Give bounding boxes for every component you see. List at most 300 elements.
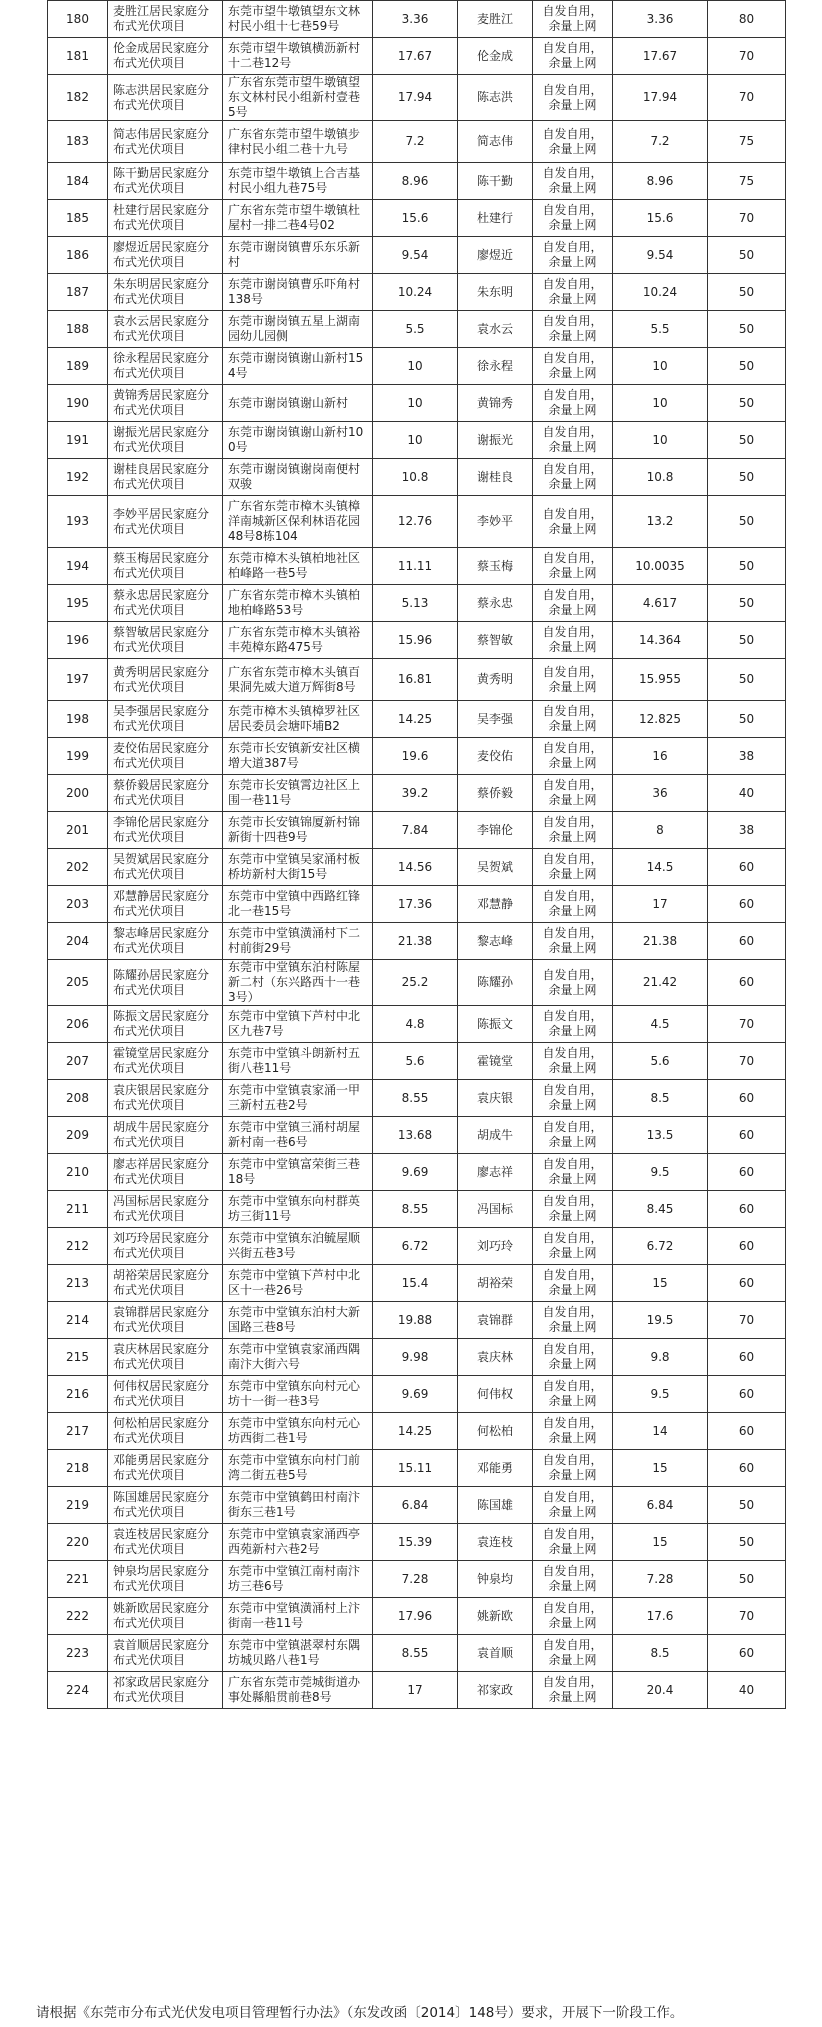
owner-name-cell: 冯国标 xyxy=(458,1191,533,1228)
row-number-cell: 214 xyxy=(48,1302,108,1339)
table-row xyxy=(48,1376,786,1413)
capacity-cell: 4.8 xyxy=(373,1006,458,1043)
table-row xyxy=(48,659,786,701)
row-number-cell: 184 xyxy=(48,163,108,200)
row-number-cell: 197 xyxy=(48,659,108,701)
capacity-cell: 10 xyxy=(373,385,458,422)
owner-name-cell: 邓慧静 xyxy=(458,886,533,923)
duration-cell: 60 xyxy=(708,1450,786,1487)
owner-name-cell: 李妙平 xyxy=(458,496,533,548)
duration-cell: 40 xyxy=(708,775,786,812)
grid-mode-cell: 自发自用，余量上网 xyxy=(533,701,613,738)
project-name-cell: 冯国标居民家庭分布式光伏项目 xyxy=(108,1191,223,1228)
row-number-cell: 180 xyxy=(48,1,108,38)
address-cell: 广东省东莞市樟木头镇裕丰苑樟东路475号 xyxy=(223,622,373,659)
owner-name-cell: 简志伟 xyxy=(458,121,533,163)
grid-mode-cell: 自发自用，余量上网 xyxy=(533,960,613,1006)
duration-cell: 50 xyxy=(708,585,786,622)
grid-mode-cell: 自发自用，余量上网 xyxy=(533,274,613,311)
grid-capacity-cell: 15.955 xyxy=(613,659,708,701)
grid-mode-cell: 自发自用，余量上网 xyxy=(533,496,613,548)
duration-cell: 60 xyxy=(708,1339,786,1376)
row-number-cell: 215 xyxy=(48,1339,108,1376)
capacity-cell: 9.69 xyxy=(373,1154,458,1191)
table-row xyxy=(48,496,786,548)
row-number-cell: 213 xyxy=(48,1265,108,1302)
duration-cell: 50 xyxy=(708,274,786,311)
grid-capacity-cell: 19.5 xyxy=(613,1302,708,1339)
address-cell: 东莞市中堂镇袁家涌西隅南汴大街六号 xyxy=(223,1339,373,1376)
duration-cell: 60 xyxy=(708,960,786,1006)
grid-capacity-cell: 15.6 xyxy=(613,200,708,237)
grid-capacity-cell: 36 xyxy=(613,775,708,812)
capacity-cell: 15.6 xyxy=(373,200,458,237)
grid-mode-cell: 自发自用，余量上网 xyxy=(533,1,613,38)
duration-cell: 50 xyxy=(708,1524,786,1561)
duration-cell: 50 xyxy=(708,701,786,738)
owner-name-cell: 麦佼佑 xyxy=(458,738,533,775)
owner-name-cell: 袁水云 xyxy=(458,311,533,348)
grid-mode-cell: 自发自用，余量上网 xyxy=(533,1524,613,1561)
grid-mode-cell: 自发自用，余量上网 xyxy=(533,385,613,422)
grid-mode-cell: 自发自用，余量上网 xyxy=(533,459,613,496)
capacity-cell: 16.81 xyxy=(373,659,458,701)
capacity-cell: 6.84 xyxy=(373,1487,458,1524)
project-name-cell: 麦胜江居民家庭分布式光伏项目 xyxy=(108,1,223,38)
duration-cell: 70 xyxy=(708,1302,786,1339)
capacity-cell: 10 xyxy=(373,348,458,385)
table-row xyxy=(48,385,786,422)
owner-name-cell: 麦胜江 xyxy=(458,1,533,38)
project-name-cell: 李锦伦居民家庭分布式光伏项目 xyxy=(108,812,223,849)
project-name-cell: 何松柏居民家庭分布式光伏项目 xyxy=(108,1413,223,1450)
address-cell: 广东省东莞市樟木头镇樟洋南城新区保利林语花园48号8栋104 xyxy=(223,496,373,548)
duration-cell: 60 xyxy=(708,886,786,923)
table-row xyxy=(48,163,786,200)
grid-mode-cell: 自发自用，余量上网 xyxy=(533,1450,613,1487)
duration-cell: 50 xyxy=(708,496,786,548)
capacity-cell: 7.84 xyxy=(373,812,458,849)
row-number-cell: 187 xyxy=(48,274,108,311)
row-number-cell: 220 xyxy=(48,1524,108,1561)
row-number-cell: 212 xyxy=(48,1228,108,1265)
duration-cell: 50 xyxy=(708,348,786,385)
owner-name-cell: 李锦伦 xyxy=(458,812,533,849)
duration-cell: 50 xyxy=(708,1561,786,1598)
grid-capacity-cell: 8.96 xyxy=(613,163,708,200)
capacity-cell: 17.36 xyxy=(373,886,458,923)
row-number-cell: 216 xyxy=(48,1376,108,1413)
table-row xyxy=(48,886,786,923)
row-number-cell: 188 xyxy=(48,311,108,348)
grid-capacity-cell: 4.617 xyxy=(613,585,708,622)
duration-cell: 60 xyxy=(708,1191,786,1228)
grid-mode-cell: 自发自用，余量上网 xyxy=(533,548,613,585)
project-name-cell: 姚新欧居民家庭分布式光伏项目 xyxy=(108,1598,223,1635)
duration-cell: 60 xyxy=(708,1376,786,1413)
grid-capacity-cell: 6.84 xyxy=(613,1487,708,1524)
project-name-cell: 谢振光居民家庭分布式光伏项目 xyxy=(108,422,223,459)
grid-mode-cell: 自发自用，余量上网 xyxy=(533,1043,613,1080)
table-row xyxy=(48,1487,786,1524)
duration-cell: 60 xyxy=(708,923,786,960)
grid-capacity-cell: 8 xyxy=(613,812,708,849)
capacity-cell: 9.98 xyxy=(373,1339,458,1376)
capacity-cell: 14.25 xyxy=(373,1413,458,1450)
grid-capacity-cell: 17.6 xyxy=(613,1598,708,1635)
grid-mode-cell: 自发自用，余量上网 xyxy=(533,886,613,923)
table-row xyxy=(48,459,786,496)
grid-capacity-cell: 10 xyxy=(613,385,708,422)
grid-mode-cell: 自发自用，余量上网 xyxy=(533,812,613,849)
owner-name-cell: 袁庆银 xyxy=(458,1080,533,1117)
table-row xyxy=(48,1339,786,1376)
row-number-cell: 181 xyxy=(48,38,108,75)
address-cell: 东莞市中堂镇潢涌村下二村前街29号 xyxy=(223,923,373,960)
address-cell: 东莞市谢岗镇曹乐东乐新村 xyxy=(223,237,373,274)
row-number-cell: 186 xyxy=(48,237,108,274)
project-name-cell: 刘巧玲居民家庭分布式光伏项目 xyxy=(108,1228,223,1265)
address-cell: 东莞市中堂镇东向村门前湾二街五巷5号 xyxy=(223,1450,373,1487)
duration-cell: 40 xyxy=(708,1672,786,1709)
grid-mode-cell: 自发自用，余量上网 xyxy=(533,738,613,775)
grid-mode-cell: 自发自用，余量上网 xyxy=(533,121,613,163)
owner-name-cell: 袁首顺 xyxy=(458,1635,533,1672)
address-cell: 广东省东莞市望牛墩镇步律村民小组二巷十九号 xyxy=(223,121,373,163)
owner-name-cell: 陈志洪 xyxy=(458,75,533,121)
table-row xyxy=(48,812,786,849)
project-name-cell: 胡裕荣居民家庭分布式光伏项目 xyxy=(108,1265,223,1302)
address-cell: 东莞市望牛墩镇横沥新村十二巷12号 xyxy=(223,38,373,75)
table-row xyxy=(48,75,786,121)
duration-cell: 50 xyxy=(708,422,786,459)
address-cell: 东莞市中堂镇湛翠村东隅坊城贝路八巷1号 xyxy=(223,1635,373,1672)
duration-cell: 60 xyxy=(708,1635,786,1672)
grid-capacity-cell: 14.5 xyxy=(613,849,708,886)
capacity-cell: 5.5 xyxy=(373,311,458,348)
grid-mode-cell: 自发自用，余量上网 xyxy=(533,1561,613,1598)
capacity-cell: 15.39 xyxy=(373,1524,458,1561)
grid-mode-cell: 自发自用，余量上网 xyxy=(533,1154,613,1191)
duration-cell: 50 xyxy=(708,622,786,659)
address-cell: 广东省东莞市樟木头镇百果洞先威大道万辉街8号 xyxy=(223,659,373,701)
project-name-cell: 陈志洪居民家庭分布式光伏项目 xyxy=(108,75,223,121)
project-name-cell: 麦佼佑居民家庭分布式光伏项目 xyxy=(108,738,223,775)
address-cell: 东莞市中堂镇江南村南汴坊三巷6号 xyxy=(223,1561,373,1598)
row-number-cell: 218 xyxy=(48,1450,108,1487)
grid-mode-cell: 自发自用，余量上网 xyxy=(533,1672,613,1709)
table-row xyxy=(48,849,786,886)
table-row xyxy=(48,348,786,385)
row-number-cell: 204 xyxy=(48,923,108,960)
owner-name-cell: 蔡玉梅 xyxy=(458,548,533,585)
row-number-cell: 223 xyxy=(48,1635,108,1672)
row-number-cell: 210 xyxy=(48,1154,108,1191)
duration-cell: 50 xyxy=(708,311,786,348)
duration-cell: 60 xyxy=(708,1080,786,1117)
duration-cell: 50 xyxy=(708,459,786,496)
owner-name-cell: 何伟权 xyxy=(458,1376,533,1413)
grid-mode-cell: 自发自用，余量上网 xyxy=(533,775,613,812)
row-number-cell: 190 xyxy=(48,385,108,422)
project-name-cell: 蔡玉梅居民家庭分布式光伏项目 xyxy=(108,548,223,585)
project-name-cell: 朱东明居民家庭分布式光伏项目 xyxy=(108,274,223,311)
owner-name-cell: 谢桂良 xyxy=(458,459,533,496)
project-name-cell: 胡成牛居民家庭分布式光伏项目 xyxy=(108,1117,223,1154)
grid-capacity-cell: 17.94 xyxy=(613,75,708,121)
owner-name-cell: 蔡永忠 xyxy=(458,585,533,622)
owner-name-cell: 黄秀明 xyxy=(458,659,533,701)
capacity-cell: 15.11 xyxy=(373,1450,458,1487)
row-number-cell: 201 xyxy=(48,812,108,849)
duration-cell: 60 xyxy=(708,1154,786,1191)
grid-capacity-cell: 5.6 xyxy=(613,1043,708,1080)
address-cell: 广东省东莞市望牛墩镇杜屋村一排二巷4号02 xyxy=(223,200,373,237)
address-cell: 东莞市中堂镇袁家涌西亭西苑新村六巷2号 xyxy=(223,1524,373,1561)
capacity-cell: 9.69 xyxy=(373,1376,458,1413)
capacity-cell: 3.36 xyxy=(373,1,458,38)
row-number-cell: 202 xyxy=(48,849,108,886)
capacity-cell: 10 xyxy=(373,422,458,459)
address-cell: 东莞市中堂镇斗朗新村五街八巷11号 xyxy=(223,1043,373,1080)
row-number-cell: 208 xyxy=(48,1080,108,1117)
project-name-cell: 黄秀明居民家庭分布式光伏项目 xyxy=(108,659,223,701)
table-row xyxy=(48,1043,786,1080)
grid-capacity-cell: 16 xyxy=(613,738,708,775)
grid-mode-cell: 自发自用，余量上网 xyxy=(533,311,613,348)
address-cell: 东莞市中堂镇潢涌村上汴街南一巷11号 xyxy=(223,1598,373,1635)
project-name-cell: 袁连枝居民家庭分布式光伏项目 xyxy=(108,1524,223,1561)
grid-capacity-cell: 15 xyxy=(613,1450,708,1487)
owner-name-cell: 黎志峰 xyxy=(458,923,533,960)
duration-cell: 50 xyxy=(708,1487,786,1524)
table-row xyxy=(48,622,786,659)
project-name-cell: 简志伟居民家庭分布式光伏项目 xyxy=(108,121,223,163)
grid-mode-cell: 自发自用，余量上网 xyxy=(533,200,613,237)
row-number-cell: 198 xyxy=(48,701,108,738)
table-row xyxy=(48,1006,786,1043)
duration-cell: 75 xyxy=(708,121,786,163)
row-number-cell: 209 xyxy=(48,1117,108,1154)
grid-capacity-cell: 20.4 xyxy=(613,1672,708,1709)
project-name-cell: 祁家政居民家庭分布式光伏项目 xyxy=(108,1672,223,1709)
capacity-cell: 21.38 xyxy=(373,923,458,960)
project-name-cell: 陈国雄居民家庭分布式光伏项目 xyxy=(108,1487,223,1524)
address-cell: 东莞市中堂镇下芦村中北区九巷7号 xyxy=(223,1006,373,1043)
table-row xyxy=(48,1413,786,1450)
row-number-cell: 224 xyxy=(48,1672,108,1709)
owner-name-cell: 钟泉均 xyxy=(458,1561,533,1598)
grid-mode-cell: 自发自用，余量上网 xyxy=(533,422,613,459)
grid-capacity-cell: 9.5 xyxy=(613,1376,708,1413)
row-number-cell: 199 xyxy=(48,738,108,775)
table-row xyxy=(48,960,786,1006)
owner-name-cell: 陈耀孙 xyxy=(458,960,533,1006)
row-number-cell: 206 xyxy=(48,1006,108,1043)
project-name-cell: 袁庆银居民家庭分布式光伏项目 xyxy=(108,1080,223,1117)
duration-cell: 70 xyxy=(708,1006,786,1043)
address-cell: 东莞市中堂镇中西路红锋北一巷15号 xyxy=(223,886,373,923)
grid-mode-cell: 自发自用，余量上网 xyxy=(533,1006,613,1043)
table-row xyxy=(48,1191,786,1228)
grid-capacity-cell: 14.364 xyxy=(613,622,708,659)
grid-capacity-cell: 12.825 xyxy=(613,701,708,738)
grid-mode-cell: 自发自用，余量上网 xyxy=(533,38,613,75)
address-cell: 广东省东莞市樟木头镇柏地柏峰路53号 xyxy=(223,585,373,622)
row-number-cell: 185 xyxy=(48,200,108,237)
row-number-cell: 217 xyxy=(48,1413,108,1450)
project-name-cell: 陈干勤居民家庭分布式光伏项目 xyxy=(108,163,223,200)
project-name-cell: 霍镜堂居民家庭分布式光伏项目 xyxy=(108,1043,223,1080)
project-name-cell: 陈振文居民家庭分布式光伏项目 xyxy=(108,1006,223,1043)
project-name-cell: 李妙平居民家庭分布式光伏项目 xyxy=(108,496,223,548)
project-name-cell: 袁锦群居民家庭分布式光伏项目 xyxy=(108,1302,223,1339)
owner-name-cell: 胡裕荣 xyxy=(458,1265,533,1302)
grid-mode-cell: 自发自用，余量上网 xyxy=(533,622,613,659)
owner-name-cell: 徐永程 xyxy=(458,348,533,385)
table-row xyxy=(48,311,786,348)
project-name-cell: 杜建行居民家庭分布式光伏项目 xyxy=(108,200,223,237)
owner-name-cell: 伦金成 xyxy=(458,38,533,75)
grid-capacity-cell: 4.5 xyxy=(613,1006,708,1043)
grid-mode-cell: 自发自用，余量上网 xyxy=(533,348,613,385)
owner-name-cell: 霍镜堂 xyxy=(458,1043,533,1080)
row-number-cell: 196 xyxy=(48,622,108,659)
capacity-cell: 9.54 xyxy=(373,237,458,274)
duration-cell: 60 xyxy=(708,1265,786,1302)
grid-capacity-cell: 21.42 xyxy=(613,960,708,1006)
table-row xyxy=(48,1265,786,1302)
capacity-cell: 14.25 xyxy=(373,701,458,738)
grid-mode-cell: 自发自用，余量上网 xyxy=(533,1302,613,1339)
project-name-cell: 吴贺斌居民家庭分布式光伏项目 xyxy=(108,849,223,886)
duration-cell: 80 xyxy=(708,1,786,38)
grid-mode-cell: 自发自用，余量上网 xyxy=(533,1635,613,1672)
grid-mode-cell: 自发自用，余量上网 xyxy=(533,75,613,121)
duration-cell: 60 xyxy=(708,1117,786,1154)
duration-cell: 50 xyxy=(708,548,786,585)
grid-mode-cell: 自发自用，余量上网 xyxy=(533,1117,613,1154)
grid-capacity-cell: 17 xyxy=(613,886,708,923)
grid-capacity-cell: 10 xyxy=(613,422,708,459)
capacity-cell: 15.96 xyxy=(373,622,458,659)
row-number-cell: 211 xyxy=(48,1191,108,1228)
table-row xyxy=(48,1117,786,1154)
project-name-cell: 伦金成居民家庭分布式光伏项目 xyxy=(108,38,223,75)
grid-mode-cell: 自发自用，余量上网 xyxy=(533,1413,613,1450)
table-row xyxy=(48,200,786,237)
address-cell: 东莞市中堂镇东向村元心坊十一街一巷3号 xyxy=(223,1376,373,1413)
table-row xyxy=(48,422,786,459)
owner-name-cell: 刘巧玲 xyxy=(458,1228,533,1265)
duration-cell: 50 xyxy=(708,659,786,701)
duration-cell: 38 xyxy=(708,738,786,775)
grid-mode-cell: 自发自用，余量上网 xyxy=(533,1080,613,1117)
address-cell: 东莞市中堂镇鹤田村南汴街东三巷1号 xyxy=(223,1487,373,1524)
row-number-cell: 205 xyxy=(48,960,108,1006)
capacity-cell: 8.96 xyxy=(373,163,458,200)
table-row xyxy=(48,1302,786,1339)
row-number-cell: 207 xyxy=(48,1043,108,1080)
duration-cell: 70 xyxy=(708,75,786,121)
capacity-cell: 5.6 xyxy=(373,1043,458,1080)
capacity-cell: 19.88 xyxy=(373,1302,458,1339)
address-cell: 东莞市樟木头镇柏地社区柏峰路一巷5号 xyxy=(223,548,373,585)
table-row xyxy=(48,738,786,775)
grid-mode-cell: 自发自用，余量上网 xyxy=(533,849,613,886)
grid-capacity-cell: 9.5 xyxy=(613,1154,708,1191)
row-number-cell: 189 xyxy=(48,348,108,385)
address-cell: 东莞市望牛墩镇上合吉基村民小组九巷75号 xyxy=(223,163,373,200)
table-row xyxy=(48,1450,786,1487)
table-row xyxy=(48,237,786,274)
duration-cell: 70 xyxy=(708,1598,786,1635)
grid-capacity-cell: 7.2 xyxy=(613,121,708,163)
grid-capacity-cell: 5.5 xyxy=(613,311,708,348)
row-number-cell: 222 xyxy=(48,1598,108,1635)
owner-name-cell: 袁锦群 xyxy=(458,1302,533,1339)
grid-capacity-cell: 7.28 xyxy=(613,1561,708,1598)
capacity-cell: 17.94 xyxy=(373,75,458,121)
project-name-cell: 谢桂良居民家庭分布式光伏项目 xyxy=(108,459,223,496)
table-row xyxy=(48,1524,786,1561)
address-cell: 东莞市中堂镇三涌村胡屋新村南一巷6号 xyxy=(223,1117,373,1154)
table-row xyxy=(48,1,786,38)
duration-cell: 38 xyxy=(708,812,786,849)
grid-capacity-cell: 13.2 xyxy=(613,496,708,548)
table-row xyxy=(48,923,786,960)
project-name-cell: 陈耀孙居民家庭分布式光伏项目 xyxy=(108,960,223,1006)
capacity-cell: 10.24 xyxy=(373,274,458,311)
capacity-cell: 8.55 xyxy=(373,1080,458,1117)
grid-mode-cell: 自发自用，余量上网 xyxy=(533,237,613,274)
duration-cell: 70 xyxy=(708,200,786,237)
address-cell: 东莞市谢岗镇谢山新村154号 xyxy=(223,348,373,385)
owner-name-cell: 祁家政 xyxy=(458,1672,533,1709)
row-number-cell: 191 xyxy=(48,422,108,459)
duration-cell: 60 xyxy=(708,1413,786,1450)
grid-capacity-cell: 10 xyxy=(613,348,708,385)
duration-cell: 60 xyxy=(708,1228,786,1265)
owner-name-cell: 蔡智敏 xyxy=(458,622,533,659)
address-cell: 东莞市中堂镇东泊毓屋顺兴街五巷3号 xyxy=(223,1228,373,1265)
project-name-cell: 廖煜近居民家庭分布式光伏项目 xyxy=(108,237,223,274)
owner-name-cell: 朱东明 xyxy=(458,274,533,311)
capacity-cell: 17 xyxy=(373,1672,458,1709)
table-row xyxy=(48,1561,786,1598)
address-cell: 东莞市谢岗镇五星上湖南园幼儿园侧 xyxy=(223,311,373,348)
address-cell: 东莞市樟木头镇樟罗社区居民委员会塘吓埔B2 xyxy=(223,701,373,738)
owner-name-cell: 陈干勤 xyxy=(458,163,533,200)
duration-cell: 70 xyxy=(708,1043,786,1080)
owner-name-cell: 廖煜近 xyxy=(458,237,533,274)
address-cell: 广东省东莞市望牛墩镇望东文林村民小组新村壹巷5号 xyxy=(223,75,373,121)
address-cell: 东莞市中堂镇东向村元心坊西街二巷1号 xyxy=(223,1413,373,1450)
project-name-cell: 何伟权居民家庭分布式光伏项目 xyxy=(108,1376,223,1413)
table-row xyxy=(48,1228,786,1265)
owner-name-cell: 袁连枝 xyxy=(458,1524,533,1561)
capacity-cell: 7.2 xyxy=(373,121,458,163)
row-number-cell: 192 xyxy=(48,459,108,496)
owner-name-cell: 蔡侨毅 xyxy=(458,775,533,812)
project-name-cell: 黎志峰居民家庭分布式光伏项目 xyxy=(108,923,223,960)
owner-name-cell: 姚新欧 xyxy=(458,1598,533,1635)
address-cell: 东莞市中堂镇东向村群英坊三街11号 xyxy=(223,1191,373,1228)
capacity-cell: 8.55 xyxy=(373,1635,458,1672)
grid-mode-cell: 自发自用，余量上网 xyxy=(533,1487,613,1524)
address-cell: 东莞市谢岗镇谢山新村100号 xyxy=(223,422,373,459)
grid-mode-cell: 自发自用，余量上网 xyxy=(533,1598,613,1635)
